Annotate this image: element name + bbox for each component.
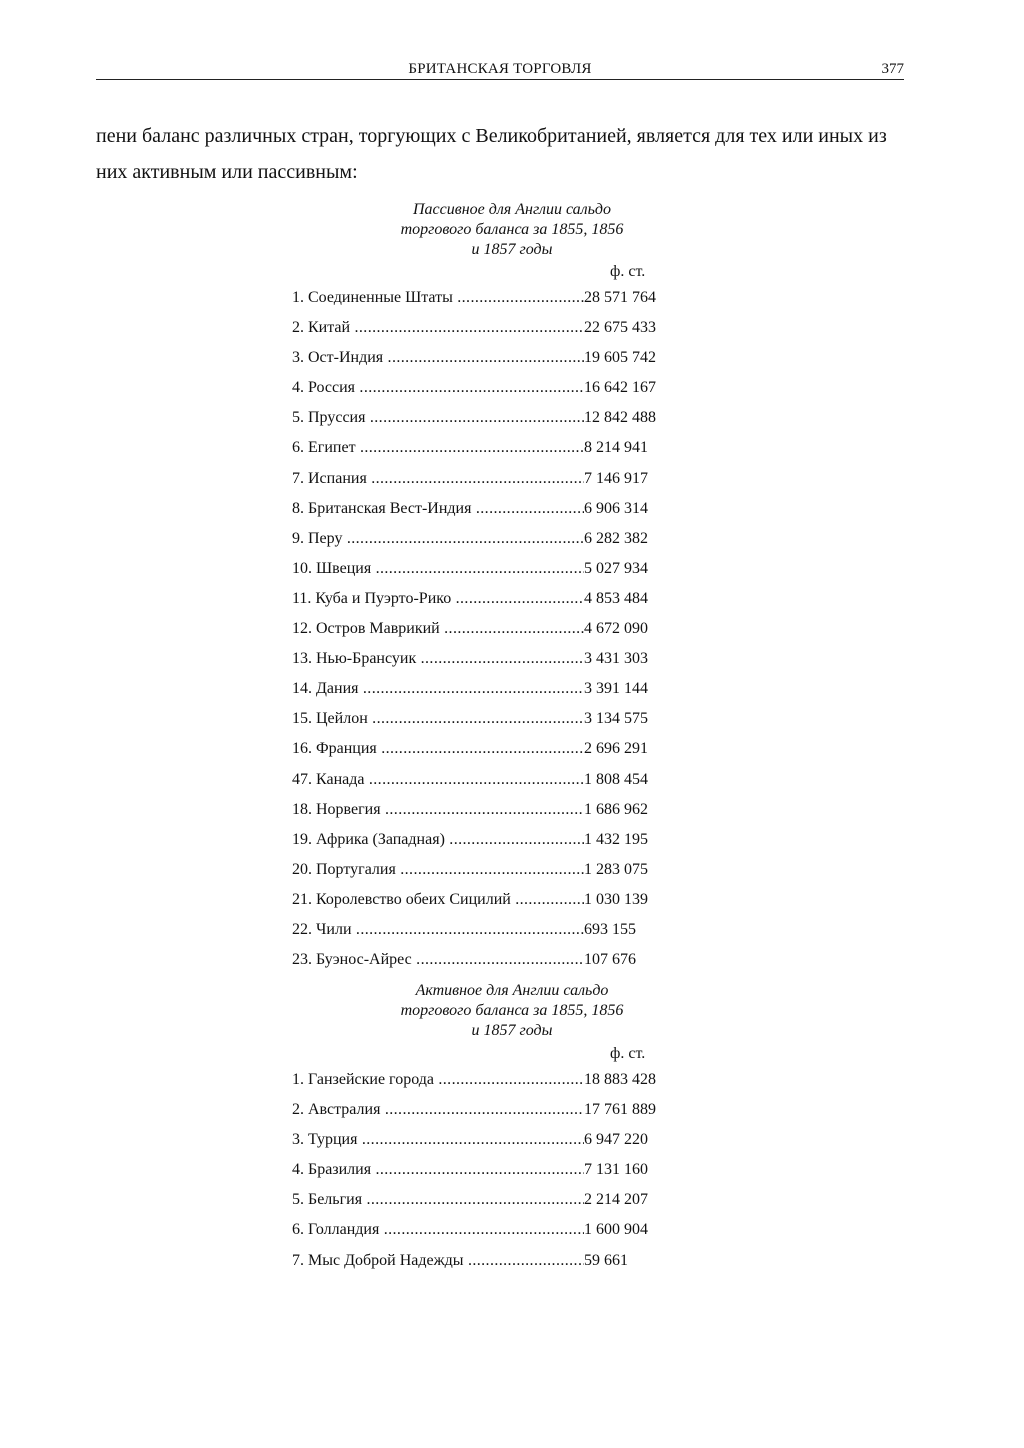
balance-value: 1 283 075 xyxy=(584,860,648,878)
list-item xyxy=(292,438,656,468)
country-label: 18. Норвегия ..... xyxy=(292,800,584,820)
list-item xyxy=(292,1160,656,1190)
balance-value: 2 214 207 xyxy=(584,1191,648,1209)
balance-value: 19 605 742 xyxy=(584,349,656,367)
country-label: 6. Голландия ..... xyxy=(292,1220,584,1240)
balance-value: 1 432 195 xyxy=(584,830,648,848)
list-item xyxy=(292,860,656,890)
passive-table-caption xyxy=(312,200,712,260)
country-label: 2. Китай ..... xyxy=(292,318,584,338)
balance-value: 1 808 454 xyxy=(584,770,648,788)
list-item xyxy=(292,559,656,589)
list-item xyxy=(292,288,656,318)
country-label: 5. Пруссия ..... xyxy=(292,408,584,428)
list-item xyxy=(292,950,656,980)
balance-value: 4 853 484 xyxy=(584,589,648,607)
running-header-title: БРИТАНСКАЯ ТОРГОВЛЯ xyxy=(408,61,592,77)
balance-value: 17 761 889 xyxy=(584,1101,656,1119)
list-item xyxy=(292,920,656,950)
country-label: 7. Испания ..... xyxy=(292,469,584,489)
balance-value: 693 155 xyxy=(584,920,636,938)
list-item xyxy=(292,800,656,830)
list-item xyxy=(292,499,656,529)
country-label: 22. Чили ..... xyxy=(292,920,584,940)
balance-value: 3 431 303 xyxy=(584,650,648,668)
body-line-1: пени баланс различных стран, торгующих с Великобританией, является для тех или иных из xyxy=(96,125,887,147)
list-item xyxy=(292,348,656,378)
country-label: 5. Бельгия ..... xyxy=(292,1190,584,1210)
active-caption-line-3: и 1857 годы xyxy=(471,1022,553,1039)
list-item xyxy=(292,378,656,408)
country-label: 47. Канада ..... xyxy=(292,770,584,790)
page-number: 377 xyxy=(881,61,904,77)
list-item xyxy=(292,1100,656,1130)
active-unit-label: ф. ст. xyxy=(610,1045,646,1062)
balance-value: 107 676 xyxy=(584,951,636,969)
country-label: 3. Турция ..... xyxy=(292,1130,584,1150)
list-item xyxy=(292,890,656,920)
country-label: 16. Франция ..... xyxy=(292,739,584,759)
balance-value: 3 134 575 xyxy=(584,710,648,728)
list-item xyxy=(292,649,656,679)
balance-value: 3 391 144 xyxy=(584,680,648,698)
list-item xyxy=(292,739,656,769)
active-caption-line-1: Активное для Англии сальдо xyxy=(415,982,609,999)
balance-value: 1 030 139 xyxy=(584,890,648,908)
balance-value: 16 642 167 xyxy=(584,379,656,397)
balance-value: 6 282 382 xyxy=(584,529,648,547)
balance-value: 1 600 904 xyxy=(584,1221,648,1239)
body-paragraph xyxy=(96,118,928,190)
balance-value: 22 675 433 xyxy=(584,319,656,337)
list-item xyxy=(292,1190,656,1220)
list-item xyxy=(292,679,656,709)
country-label: 19. Африка (Западная) ..... xyxy=(292,830,584,850)
country-label: 20. Португалия ..... xyxy=(292,860,584,880)
balance-value: 1 686 962 xyxy=(584,800,648,818)
balance-value: 18 883 428 xyxy=(584,1071,656,1088)
country-label: 12. Остров Маврикий ..... xyxy=(292,619,584,639)
passive-unit-label: ф. ст. xyxy=(610,263,646,280)
country-label: 15. Цейлон ..... xyxy=(292,709,584,729)
passive-caption-line-1: Пассивное для Англии сальдо xyxy=(412,201,611,218)
passive-caption-line-3: и 1857 годы xyxy=(471,241,553,258)
list-item xyxy=(292,589,656,619)
country-label: 4. Бразилия ..... xyxy=(292,1160,584,1180)
list-item xyxy=(292,619,656,649)
country-label: 10. Швеция ..... xyxy=(292,559,584,579)
passive-caption-line-2: торгового баланса за 1855, 1856 xyxy=(400,221,624,238)
passive-balance-list xyxy=(292,288,656,980)
country-label: 7. Мыс Доброй Надежды ..... xyxy=(292,1251,584,1271)
list-item xyxy=(292,1130,656,1160)
list-item xyxy=(292,709,656,739)
country-label: 21. Королевство обеих Сицилий ..... xyxy=(292,890,584,910)
country-label: 2. Австралия ..... xyxy=(292,1100,584,1120)
body-line-2: них активным или пассивным: xyxy=(96,161,358,183)
country-label: 1. Ганзейские города ..... xyxy=(292,1070,584,1090)
country-label: 23. Буэнос-Айрес ..... xyxy=(292,950,584,970)
country-label: 14. Дания ..... xyxy=(292,679,584,699)
running-header xyxy=(96,60,904,80)
country-label: 3. Ост-Индия ..... xyxy=(292,348,584,368)
list-item xyxy=(292,1220,656,1250)
list-item xyxy=(292,1070,656,1100)
list-item xyxy=(292,830,656,860)
list-item xyxy=(292,1251,656,1281)
list-item xyxy=(292,529,656,559)
list-item xyxy=(292,469,656,499)
country-label: 1. Соединенные Штаты ..... xyxy=(292,288,584,308)
balance-value: 2 696 291 xyxy=(584,740,648,758)
list-item xyxy=(292,770,656,800)
country-label: 9. Перу ..... xyxy=(292,529,584,549)
balance-value: 12 842 488 xyxy=(584,409,656,427)
country-label: 6. Египет ..... xyxy=(292,438,584,458)
country-label: 13. Нью-Брансуик ..... xyxy=(292,649,584,669)
active-caption-line-2: торгового баланса за 1855, 1856 xyxy=(400,1002,624,1019)
country-label: 11. Куба и Пуэрто-Рико ..... xyxy=(292,589,584,609)
country-label: 8. Британская Вест-Индия ..... xyxy=(292,499,584,519)
active-table-caption xyxy=(312,981,712,1041)
balance-value: 6 947 220 xyxy=(584,1131,648,1149)
active-balance-list xyxy=(292,1070,656,1281)
country-label: 4. Россия ..... xyxy=(292,378,584,398)
balance-value: 59 661 xyxy=(584,1251,628,1269)
balance-value: 7 146 917 xyxy=(584,469,648,487)
list-item xyxy=(292,408,656,438)
list-item xyxy=(292,318,656,348)
balance-value: 28 571 764 xyxy=(584,289,656,306)
balance-value: 4 672 090 xyxy=(584,620,648,638)
balance-value: 6 906 314 xyxy=(584,499,648,517)
balance-value: 8 214 941 xyxy=(584,439,648,457)
balance-value: 7 131 160 xyxy=(584,1161,648,1179)
balance-value: 5 027 934 xyxy=(584,559,648,577)
